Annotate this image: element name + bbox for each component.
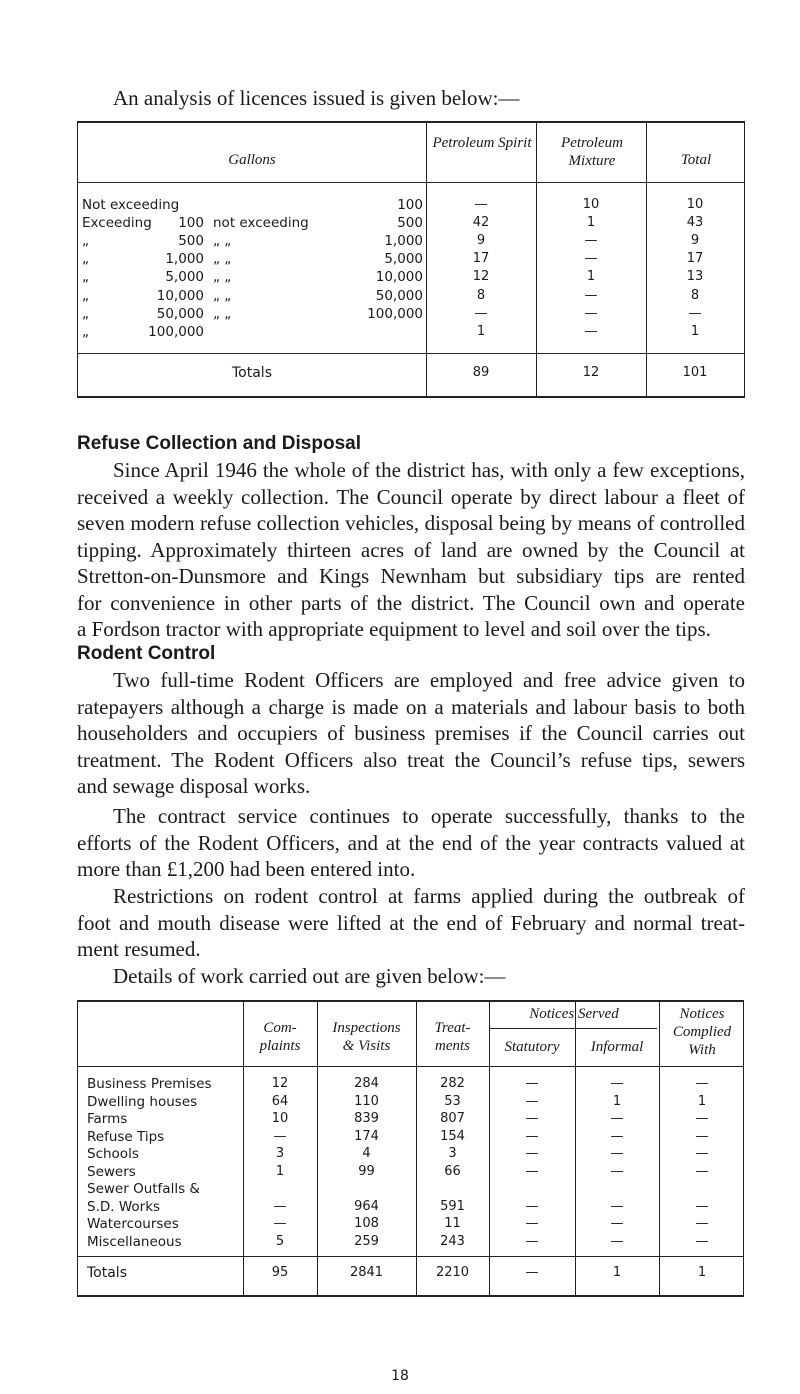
- text-line: Stretton-on-Dunsmore and Kings Newnham but subsidiary tips are rented: [77, 564, 745, 588]
- row-label: S.D. Works: [87, 1198, 161, 1215]
- row-complied: —: [695, 1233, 709, 1249]
- rodent-paragraph-3: [77, 883, 745, 963]
- header-total: Total: [680, 152, 712, 168]
- header-mixture: Petroleum Mixture: [561, 135, 623, 169]
- row-total: —: [688, 305, 702, 321]
- row-spirit: 9: [476, 233, 486, 249]
- row-prefix: Exceeding: [82, 215, 152, 232]
- row-mixture: —: [584, 233, 598, 249]
- row-complaints: —: [273, 1216, 287, 1231]
- row-inspections: 964: [354, 1198, 379, 1214]
- row-to: 50,000: [375, 287, 423, 304]
- row-statutory: —: [525, 1163, 539, 1179]
- row-statutory: —: [525, 1198, 539, 1214]
- text-line: a Fordson tractor with appropriate equipment to level and soil over the tips.: [77, 617, 711, 641]
- header-complied-3: With: [688, 1042, 716, 1058]
- row-inspections: 174: [354, 1128, 379, 1144]
- row-label: Watercourses: [87, 1216, 179, 1232]
- row-informal: —: [610, 1146, 624, 1161]
- text-line: Restrictions on rodent control at farms applied during the outbreak of: [113, 884, 745, 908]
- row-mixture: 10: [582, 197, 600, 212]
- header-gallons: Gallons: [228, 152, 276, 168]
- header-spirit: Petroleum Spirit: [432, 135, 532, 151]
- row-prefix: „: [82, 233, 89, 250]
- row-prefix: „: [82, 305, 89, 322]
- row-spirit: 1: [476, 323, 486, 339]
- row-prefix: Not exceeding: [82, 197, 180, 213]
- row-from: 100: [178, 215, 204, 232]
- row-label: Miscellaneous: [87, 1233, 182, 1250]
- row-informal: —: [610, 1216, 624, 1231]
- row-label: Refuse Tips: [87, 1128, 165, 1145]
- row-treatments: 282: [440, 1076, 465, 1091]
- row-complied: —: [695, 1146, 709, 1161]
- row-inspections: 284: [354, 1076, 379, 1091]
- row-complaints: 10: [271, 1111, 289, 1126]
- row-statutory: —: [525, 1093, 539, 1109]
- header-inspections-2: & Visits: [342, 1038, 391, 1054]
- row-complied: —: [695, 1216, 709, 1231]
- row-mixture: —: [584, 305, 598, 321]
- text-line: seven modern refuse collection vehicles, disposal being by means of controlled: [77, 511, 745, 535]
- row-inspections: 259: [354, 1233, 379, 1249]
- row-condition: „ „: [213, 269, 232, 286]
- row-treatments: 807: [440, 1111, 465, 1126]
- row-from: 1,000: [165, 251, 204, 268]
- row-total: 13: [686, 269, 704, 285]
- row-informal: —: [610, 1111, 624, 1126]
- row-complaints: 64: [271, 1093, 289, 1109]
- row-to: 500: [397, 215, 423, 232]
- row-complied: 1: [697, 1093, 707, 1109]
- row-complaints: —: [273, 1198, 287, 1214]
- row-treatments: 154: [440, 1128, 465, 1144]
- row-treatments: 3: [448, 1146, 457, 1161]
- text-line: more than £1,200 had been entered into.: [77, 857, 416, 881]
- row-prefix: „: [82, 287, 89, 304]
- row-label: Sewers: [87, 1163, 136, 1180]
- row-treatments: 11: [444, 1216, 461, 1231]
- row-condition: „ „: [213, 233, 232, 250]
- row-total: 9: [690, 233, 700, 249]
- row-treatments: 591: [440, 1198, 465, 1214]
- rodent-paragraph-2: [77, 803, 745, 883]
- text-line: received a weekly collection. The Council operate by direct labour a fleet of: [77, 484, 745, 509]
- row-spirit: 42: [472, 215, 490, 231]
- t2-totals-statutory: —: [525, 1265, 539, 1280]
- row-complaints: 12: [271, 1076, 289, 1091]
- row-total: 17: [686, 251, 704, 267]
- row-statutory: —: [525, 1076, 539, 1091]
- row-label: Schools: [87, 1146, 139, 1162]
- text-line: tipping. Approximately thirteen acres of land are owned by the Council at: [77, 537, 745, 562]
- row-spirit: 12: [472, 269, 490, 285]
- row-label: Sewer Outfalls &: [87, 1181, 200, 1197]
- header-complied-1: Notices: [679, 1006, 725, 1022]
- row-prefix: „: [82, 323, 89, 340]
- header-notices-served: Notices Served: [529, 1006, 619, 1022]
- row-from: 50,000: [156, 305, 204, 322]
- refuse-paragraph: [77, 457, 745, 643]
- row-statutory: —: [525, 1111, 539, 1126]
- text-line: and sewage disposal works.: [77, 774, 311, 798]
- t2-totals-complaints: 95: [271, 1265, 289, 1280]
- row-from: 500: [178, 233, 204, 250]
- row-to: 1,000: [384, 233, 423, 250]
- rodent-work-table: [77, 1000, 744, 1297]
- row-from: 100,000: [148, 323, 204, 340]
- row-spirit: —: [474, 197, 488, 212]
- row-inspections: 4: [362, 1146, 371, 1161]
- refuse-heading: Refuse Collection and Disposal: [77, 433, 361, 454]
- rodent-paragraph-1: [77, 667, 745, 800]
- text-line: efforts of the Rodent Officers, and at the end of the year contracts valued at: [77, 830, 745, 855]
- row-inspections: 110: [354, 1093, 379, 1109]
- row-total: 8: [690, 287, 700, 303]
- row-inspections: 839: [354, 1111, 379, 1126]
- row-complied: —: [695, 1163, 709, 1179]
- row-informal: —: [610, 1128, 624, 1144]
- row-spirit: —: [474, 305, 488, 321]
- header-treatments-1: Treat-: [434, 1020, 471, 1036]
- text-line: Since April 1946 the whole of the district has, with only a few exceptions,: [113, 458, 745, 482]
- row-mixture: 1: [586, 215, 596, 231]
- row-statutory: —: [525, 1233, 539, 1249]
- totals-spirit: 89: [472, 365, 490, 380]
- row-to: 100: [397, 197, 423, 213]
- text-line: ment resumed.: [77, 937, 201, 961]
- row-complaints: 3: [275, 1146, 285, 1161]
- row-from: 5,000: [165, 269, 204, 286]
- text-line: ratepayers although a charge is made on a materials and labour basis to both: [77, 694, 745, 719]
- row-label: Business Premises: [87, 1076, 212, 1092]
- row-mixture: 1: [586, 269, 596, 285]
- row-inspections: 99: [358, 1163, 375, 1179]
- header-statutory: Statutory: [504, 1039, 560, 1055]
- text-line: for convenience in other parts of the district. The Council own and operate: [77, 590, 745, 615]
- row-mixture: —: [584, 287, 598, 303]
- row-informal: —: [610, 1198, 624, 1214]
- rodent-heading: Rodent Control: [77, 643, 216, 664]
- t2-totals-inspections: 2841: [349, 1265, 384, 1280]
- row-complied: —: [695, 1076, 709, 1091]
- row-statutory: —: [525, 1128, 539, 1144]
- row-complaints: 5: [275, 1233, 285, 1249]
- row-inspections: 108: [354, 1216, 379, 1231]
- header-complaints-1: Com-: [263, 1020, 297, 1036]
- row-statutory: —: [525, 1146, 539, 1161]
- row-complied: —: [695, 1128, 709, 1144]
- header-inspections-1: Inspections: [332, 1020, 401, 1036]
- header-complied-2: Complied: [672, 1024, 732, 1040]
- page-number: 18: [391, 1368, 409, 1384]
- intro-text: An analysis of licences issued is given below:—: [113, 86, 520, 110]
- row-prefix: „: [82, 269, 89, 286]
- row-complaints: 1: [275, 1163, 285, 1179]
- t2-totals-label: Totals: [87, 1265, 127, 1281]
- row-complied: —: [695, 1111, 709, 1126]
- header-complaints-2: plaints: [259, 1038, 301, 1054]
- licences-table: [77, 121, 745, 398]
- row-from: 10,000: [156, 287, 204, 304]
- row-total: 1: [690, 323, 700, 339]
- text-line: foot and mouth disease were lifted at the end of February and normal treat-: [77, 910, 745, 935]
- row-spirit: 8: [476, 287, 486, 303]
- totals-mixture: 12: [582, 365, 600, 380]
- row-total: 43: [686, 215, 704, 231]
- text-line: The contract service continues to operate successfully, thanks to the: [113, 804, 745, 828]
- t2-totals-informal: 1: [612, 1265, 622, 1280]
- rodent-paragraph-4: Details of work carried out are given below:—: [113, 964, 506, 988]
- t2-totals-complied: 1: [697, 1265, 707, 1280]
- row-to: 10,000: [375, 269, 423, 286]
- row-informal: 1: [612, 1093, 622, 1109]
- text-line: householders and occupiers of business premises if the Council carries out: [77, 721, 745, 745]
- row-mixture: —: [584, 323, 598, 339]
- row-mixture: —: [584, 251, 598, 267]
- row-total: 10: [686, 197, 704, 212]
- header-treatments-2: ments: [435, 1038, 470, 1054]
- row-treatments: 66: [444, 1163, 461, 1179]
- row-prefix: „: [82, 251, 89, 268]
- row-treatments: 53: [444, 1093, 461, 1109]
- row-label: Dwelling houses: [87, 1093, 198, 1110]
- row-condition: „ „: [213, 305, 232, 322]
- row-condition: „ „: [213, 287, 232, 304]
- totals-total: 101: [682, 365, 708, 380]
- totals-label: Totals: [232, 365, 272, 381]
- row-informal: —: [610, 1076, 624, 1091]
- row-label: Farms: [87, 1111, 128, 1127]
- row-informal: —: [610, 1163, 624, 1179]
- row-treatments: 243: [440, 1233, 465, 1249]
- text-line: Two full-time Rodent Officers are employed and free advice given to: [113, 668, 745, 692]
- text-line: treatment. The Rodent Officers also treat the Council’s refuse tips, sewers: [77, 747, 745, 772]
- row-complied: —: [695, 1198, 709, 1214]
- row-condition: „ „: [213, 251, 232, 268]
- row-informal: —: [610, 1233, 624, 1249]
- row-condition: not exceeding: [213, 215, 309, 232]
- row-to: 5,000: [384, 251, 423, 268]
- row-spirit: 17: [472, 251, 490, 267]
- t2-totals-treatments: 2210: [435, 1265, 470, 1280]
- header-informal: Informal: [590, 1039, 644, 1055]
- row-complaints: —: [273, 1128, 287, 1144]
- row-to: 100,000: [367, 305, 423, 322]
- row-statutory: —: [525, 1216, 539, 1231]
